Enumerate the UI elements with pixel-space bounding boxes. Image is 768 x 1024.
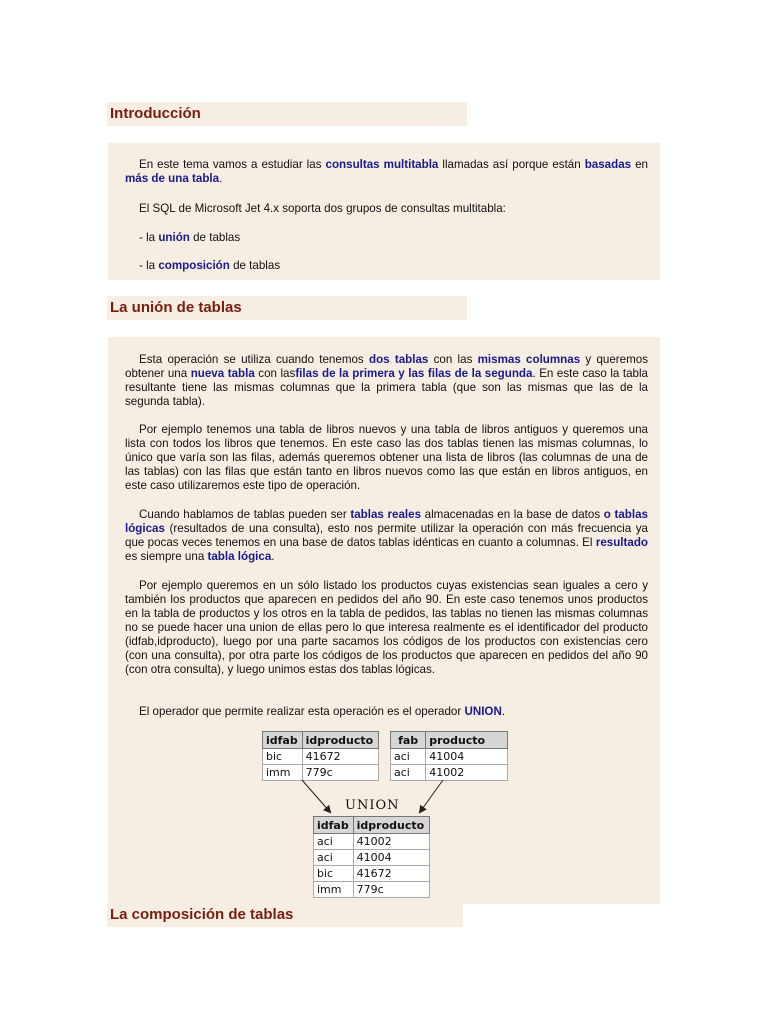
text: y queremos obtener una [125,353,648,380]
text: Cuando hablamos de tablas pueden ser [139,508,351,521]
section-header-union [107,296,467,320]
table-header-row [391,732,508,749]
section-title-union: La unión de tablas [110,299,242,316]
text: . [271,550,275,563]
table-cell: imm [314,882,354,898]
text: . [501,705,506,718]
highlight-nueva-tabla: nueva tabla [190,367,255,380]
table-cell: 41004 [426,749,508,765]
highlight-basadas: basadas [584,158,632,171]
intro-box [108,143,660,280]
union-label: UNION [345,798,400,813]
text: . [219,172,223,185]
table-cell: 41672 [302,749,378,765]
highlight-resultado: resultado [595,536,648,549]
text: con las [254,367,296,380]
table-cell: aci [391,765,426,781]
intro-paragraph-1 [125,158,648,186]
union-paragraph-4: Por ejemplo queremos en un sólo listado los productos cuyas existencias sean iguales a cero y también los productos que aparecen en pedidos del año 90. En este caso tenemos unos productos en la tabla de productos y los otros en la tabla de pedidos, las tablas no tienen las mismas columnas no se puede hacer una union de ellas pero lo que interesa realmente es el identificador del producto (idfab,idproducto), luego por una parte sacamos los códigos de los productos con existencias cero (con una consulta), por otra parte los códigos de los productos que aparecen en pedidos del año 90 (con otra consulta), y luego unimos estas dos tablas lógicas. [125,579,648,676]
text: . En este caso la tabla resultante tiene las mismas columnas que la primera tabla (que son las mismas que las de la segunda tabla). [125,367,648,408]
intro-paragraph-2: El SQL de Microsoft Jet 4.x soporta dos grupos de consultas multitabla: [139,202,506,215]
union-paragraph-1 [125,353,648,409]
table-row [314,834,430,850]
text: de tablas [189,231,241,244]
table-cell: 779c [353,882,429,898]
text: El operador que permite realizar esta operación es el operador [139,705,465,718]
table-header-row [314,817,430,834]
table-cell: 779c [302,765,378,781]
table-cell: aci [391,749,426,765]
column-header: idproducto [353,817,429,834]
table-cell: aci [314,850,354,866]
table-row [263,749,379,765]
highlight-composicion: composición [158,259,230,272]
highlight-mismas-columnas: mismas columnas [477,353,581,366]
column-header: idfab [314,817,354,834]
union-paragraph-5 [125,705,648,719]
table-row [314,882,430,898]
table-cell: 41002 [353,834,429,850]
column-header: fab [391,732,426,749]
section-header-intro [107,102,467,126]
section-header-composition [107,903,463,927]
table-header-row [263,732,379,749]
source-table-right [390,731,508,781]
table-row [314,866,430,882]
intro-list-item-union [125,231,648,245]
section-title-intro: Introducción [110,105,201,122]
arrow-right-icon [420,780,443,812]
highlight-filas: filas de la primera y las filas de la segunda [295,367,533,380]
highlight-tablas-logicas: o tablas lógicas [125,508,648,535]
table-cell: imm [263,765,303,781]
table-cell: aci [314,834,354,850]
text: - la [139,259,159,272]
table-cell: 41672 [353,866,429,882]
arrow-left-icon [302,780,330,812]
highlight-tablas-reales: tablas reales [350,508,422,521]
table-row [314,850,430,866]
text: de tablas [229,259,281,272]
text: Esta operación se utiliza cuando tenemos [139,353,369,366]
text: (resultados de una consulta), esto nos permite utilizar la operación con más frecuencia ya que pocas veces tenemos en una base de datos tablas idénticas en cuanto a columnas. El [125,522,648,549]
table-cell: bic [314,866,354,882]
highlight-dos-tablas: dos tablas [368,353,429,366]
text: llamadas así porque están [438,158,585,171]
column-header: producto [426,732,508,749]
union-paragraph-3 [125,508,648,564]
text: con las [428,353,478,366]
result-table [313,816,430,898]
text: En este tema vamos a estudiar las [139,158,326,171]
highlight-consultas-multitabla: consultas multitabla [325,158,439,171]
highlight-mas-de-una-tabla: más de una tabla [125,172,220,185]
text: en [631,158,649,171]
source-table-left [262,731,379,781]
text: - la [139,231,159,244]
highlight-union-operator: UNION [464,705,502,718]
column-header: idfab [263,732,303,749]
highlight-union: unión [158,231,190,244]
table-row [391,749,508,765]
table-cell: 41002 [426,765,508,781]
table-cell: bic [263,749,303,765]
section-title-composition: La composición de tablas [110,906,294,923]
text: almacenadas en la base de datos [421,508,604,521]
highlight-tabla-logica: tabla lógica [207,550,272,563]
text: es siempre una [125,550,208,563]
intro-list-item-composicion [125,259,648,273]
table-cell: 41004 [353,850,429,866]
union-paragraph-2: Por ejemplo tenemos una tabla de libros nuevos y una tabla de libros antiguos y queremos una lista con todos los libros que tenemos. En este caso las dos tablas tienen las mismas columnas, lo único que varía son las filas, además queremos obtener una lista de libros (las columnas de una de las tablas) con las filas que están tanto en libros nuevos como las que están en libros antiguos, en este caso utilizaremos este tipo de operación. [125,423,648,492]
column-header: idproducto [302,732,378,749]
